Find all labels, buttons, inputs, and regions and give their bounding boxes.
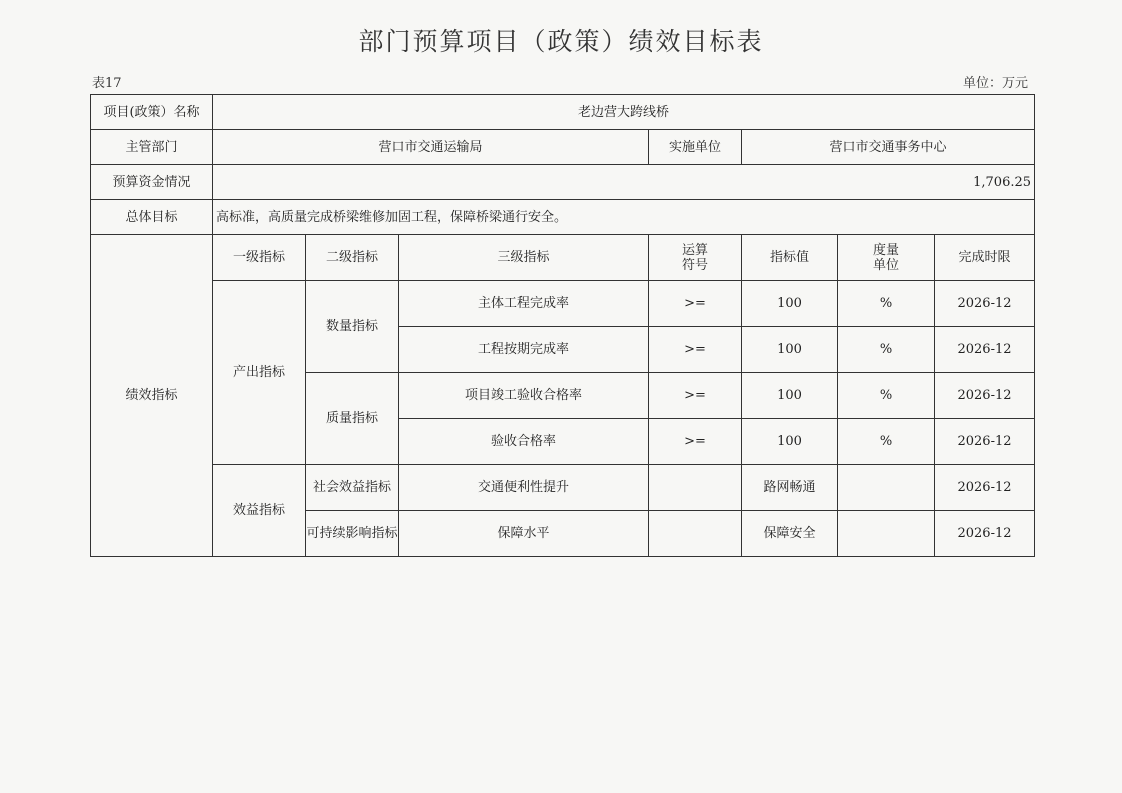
indicator-deadline: 2026-12 — [935, 327, 1035, 373]
indicator-value: 路网畅通 — [742, 465, 838, 511]
header-measure-unit: 度量单位 — [838, 235, 935, 281]
project-value: 老边营大跨线桥 — [213, 95, 1035, 130]
page-title: 部门预算项目（政策）绩效目标表 — [358, 27, 764, 56]
indicator-operator: >= — [649, 373, 742, 419]
impl-label: 实施单位 — [649, 130, 742, 165]
social-benefit-label: 社会效益指标 — [306, 465, 399, 511]
dept-label: 主管部门 — [91, 130, 213, 165]
benefit-indicator-label: 效益指标 — [213, 465, 306, 557]
goal-value: 高标准，高质量完成桥梁维修加固工程，保障桥梁通行安全。 — [213, 200, 1035, 235]
indicator-unit: % — [838, 281, 935, 327]
project-label: 项目(政策）名称 — [91, 95, 213, 130]
indicator-name: 项目竣工验收合格率 — [399, 373, 649, 419]
indicator-unit: % — [838, 419, 935, 465]
indicator-value: 100 — [742, 327, 838, 373]
indicator-deadline: 2026-12 — [935, 511, 1035, 557]
indicator-unit: % — [838, 327, 935, 373]
quantity-indicator-label: 数量指标 — [306, 281, 399, 373]
indicator-deadline: 2026-12 — [935, 373, 1035, 419]
budget-label: 预算资金情况 — [91, 165, 213, 200]
indicator-name: 交通便利性提升 — [399, 465, 649, 511]
output-indicator-label: 产出指标 — [213, 281, 306, 465]
perf-label: 绩效指标 — [91, 235, 213, 557]
indicator-name: 保障水平 — [399, 511, 649, 557]
indicator-operator — [649, 511, 742, 557]
header-operator: 运算符号 — [649, 235, 742, 281]
quality-indicator-label: 质量指标 — [306, 373, 399, 465]
indicator-value: 保障安全 — [742, 511, 838, 557]
indicator-operator: >= — [649, 281, 742, 327]
indicator-operator — [649, 465, 742, 511]
header-deadline: 完成时限 — [935, 235, 1035, 281]
indicator-name: 主体工程完成率 — [399, 281, 649, 327]
row-department — [91, 130, 1035, 165]
header-level3: 三级指标 — [399, 235, 649, 281]
indicator-deadline: 2026-12 — [935, 419, 1035, 465]
indicator-value: 100 — [742, 419, 838, 465]
indicator-deadline: 2026-12 — [935, 465, 1035, 511]
row-perf-header — [91, 235, 1035, 281]
goal-label: 总体目标 — [91, 200, 213, 235]
indicator-deadline: 2026-12 — [935, 281, 1035, 327]
row-goal — [91, 200, 1035, 235]
indicator-unit — [838, 465, 935, 511]
impl-value: 营口市交通事务中心 — [742, 130, 1035, 165]
indicator-operator: >= — [649, 419, 742, 465]
budget-value: 1,706.25 — [213, 165, 1035, 200]
header-level1: 一级指标 — [213, 235, 306, 281]
table-number: 表17 — [92, 76, 122, 91]
indicator-value: 100 — [742, 281, 838, 327]
indicator-name: 验收合格率 — [399, 419, 649, 465]
indicator-value: 100 — [742, 373, 838, 419]
indicator-operator: >= — [649, 327, 742, 373]
header-level2: 二级指标 — [306, 235, 399, 281]
table-row — [91, 465, 1035, 511]
row-budget — [91, 165, 1035, 200]
indicator-unit — [838, 511, 935, 557]
indicator-name: 工程按期完成率 — [399, 327, 649, 373]
unit-label: 单位：万元 — [962, 76, 1028, 91]
sustainable-impact-label: 可持续影响指标 — [306, 511, 399, 557]
dept-value: 营口市交通运输局 — [213, 130, 649, 165]
indicator-unit: % — [838, 373, 935, 419]
header-target-value: 指标值 — [742, 235, 838, 281]
table-row — [91, 281, 1035, 327]
performance-table — [90, 94, 1035, 557]
row-project — [91, 95, 1035, 130]
